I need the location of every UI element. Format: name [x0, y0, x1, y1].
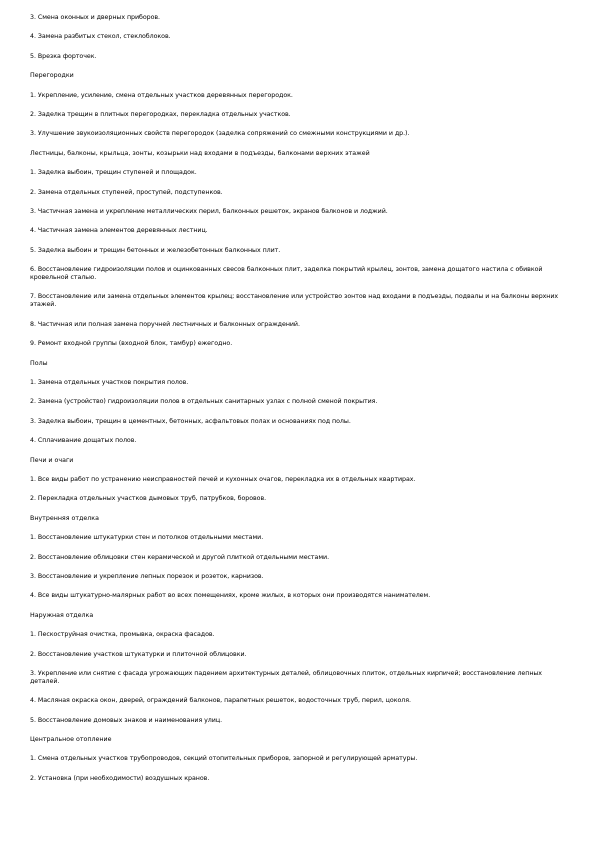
section-heading: Центральное отопление	[30, 736, 112, 744]
list-item: 5. Врезка форточек.	[30, 52, 97, 60]
list-item: 4. Масляная окраска окон, дверей, ограждений балконов, парапетных решеток, водосточных труб, перил, цоколя.	[30, 697, 411, 705]
list-item: 4. Сплачивание дощатых полов.	[30, 437, 137, 445]
list-item: 3. Заделка выбоин, трещин в цементных, бетонных, асфальтовых полах и основаниях под полы.	[30, 417, 351, 425]
list-item: 1. Укрепление, усиление, смена отдельных участков деревянных перегородок.	[30, 91, 293, 99]
list-item: 2. Восстановление облицовки стен керамической и другой плиткой отдельными местами.	[30, 553, 330, 561]
list-item: 1. Восстановление штукатурки стен и потолков отдельными местами.	[30, 534, 264, 542]
list-item: 1. Смена отдельных участков трубопроводов, секций отопительных приборов, запорной и регулирующей арматуры.	[30, 755, 418, 763]
list-item: 2. Заделка трещин в плитных перегородках, перекладка отдельных участков.	[30, 110, 291, 118]
section-heading: Лестницы, балконы, крыльца, зонты, козырьки над входами в подъезды, балконами верхних этажей	[30, 149, 370, 157]
list-item: 8. Частичная или полная замена поручней лестничных и балконных ограждений.	[30, 320, 300, 328]
list-item: 5. Восстановление домовых знаков и наименования улиц.	[30, 716, 223, 724]
section-heading: Внутренняя отделка	[30, 514, 99, 522]
list-item: 3. Улучшение звукоизоляционных свойств перегородок (заделка сопряжений со смежными конструкциями и др.).	[30, 130, 410, 138]
list-item: 2. Замена (устройство) гидроизоляции полов в отдельных санитарных узлах с полной сменой покрытия.	[30, 398, 378, 406]
list-item: 1. Пескоструйная очистка, промывка, окраска фасадов.	[30, 631, 215, 639]
list-item: 3. Частичная замена и укрепление металлических перил, балконных решеток, экранов балконов и лоджий.	[30, 207, 388, 215]
list-item: 1. Заделка выбоин, трещин ступеней и площадок.	[30, 169, 197, 177]
list-item: 3. Восстановление и укрепление лепных порезок и розеток, карнизов.	[30, 572, 264, 580]
list-item: 2. Перекладка отдельных участков дымовых труб, патрубков, боровов.	[30, 495, 267, 503]
list-item: 4. Замена разбитых стекол, стеклоблоков.	[30, 33, 171, 41]
list-item: 9. Ремонт входной группы (входной блок, тамбур) ежегодно.	[30, 340, 233, 348]
list-item: 3. Укрепление или снятие с фасада угрожающих падением архитектурных деталей, облицовочных плиток, отдельных кирпичей; восстановление лепных деталей.	[30, 669, 542, 685]
list-item: 6. Восстановление гидроизоляции полов и оцинкованных свесов балконных плит, заделка покрытий крылец, зонтов, замена дощатого настила с обивкой кровельной сталью.	[30, 266, 543, 282]
list-item: 7. Восстановление или замена отдельных элементов крылец; восстановление или устройство зонтов над входами в подъезды, подвалы и на балконы верхних этажей.	[30, 293, 559, 309]
list-item: 1. Все виды работ по устранению неисправностей печей и кухонных очагов, перекладка их в отдельных квартирах.	[30, 475, 416, 483]
list-item: 1. Замена отдельных участков покрытия полов.	[30, 379, 189, 387]
list-item: 4. Частичная замена элементов деревянных лестниц.	[30, 227, 208, 235]
document-page	[30, 14, 570, 794]
list-item: 4. Все виды штукатурно-малярных работ во всех помещениях, кроме жилых, в которых они производятся нанимателем.	[30, 592, 431, 600]
list-item: 3. Смена оконных и дверных приборов.	[30, 14, 161, 21]
list-item: 2. Восстановление участков штукатурки и плиточной облицовки.	[30, 650, 247, 658]
list-item: 2. Установка (при необходимости) воздушных кранов.	[30, 774, 210, 782]
list-item: 5. Заделка выбоин и трещин бетонных и железобетонных балконных плит.	[30, 246, 281, 254]
section-heading: Печи и очаги	[30, 456, 74, 464]
list-item: 2. Замена отдельных ступеней, проступей, подступенков.	[30, 188, 223, 196]
section-heading: Наружная отделка	[30, 611, 94, 619]
section-heading: Перегородки	[30, 72, 74, 80]
section-heading: Полы	[30, 359, 48, 367]
